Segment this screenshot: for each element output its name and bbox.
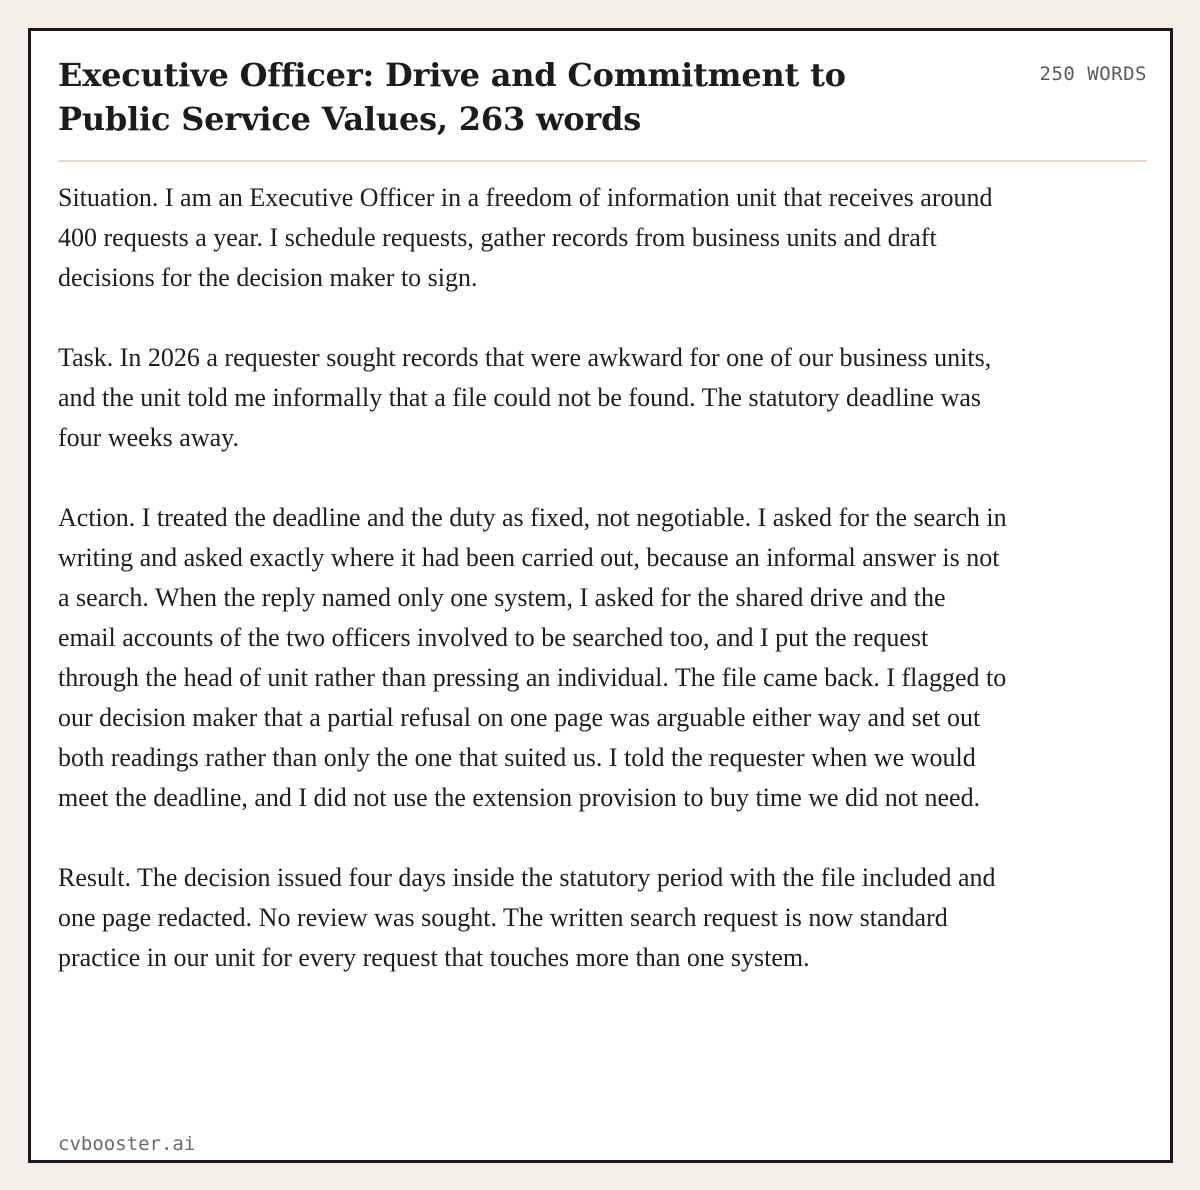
footer-brand: cvbooster.ai: [58, 1133, 196, 1155]
paragraph-task: Task. In 2026 a requester sought records that were awkward for one of our business units, and the unit told me informally that a file could not be found. The statutory deadline was four weeks away.: [58, 343, 992, 452]
paragraph-result: Result. The decision issued four days inside the statutory period with the file included and one page redacted. No review was sought. The written search request is now standard practice in our unit for every request that touches more than one system.: [58, 863, 996, 972]
paragraph-action: Action. I treated the deadline and the duty as fixed, not negotiable. I asked for the search in writing and asked exactly where it had been carried out, because an informal answer is not a search. When the reply named only one system, I asked for the shared drive and the email accounts of the two officers involved to be searched too, and I put the request through the head of unit rather than pressing an individual. The file came back. I flagged to our decision maker that a partial refusal on one page was arguable either way and set out both readings rather than only the one that suited us. I told the requester when we would meet the deadline, and I did not use the extension provision to buy time we did not need.: [58, 503, 1007, 812]
paragraph-situation: Situation. I am an Executive Officer in a freedom of information unit that receives around 400 requests a year. I schedule requests, gather records from business units and draft decisions for the decision maker to sign.: [58, 183, 993, 292]
header-divider: [58, 160, 1147, 162]
document-body: [58, 178, 1008, 978]
document-card: [28, 28, 1173, 1163]
document-title: Executive Officer: Drive and Commitment to Public Service Values, 263 words: [58, 56, 846, 138]
word-limit-label: 250 WORDS: [1039, 63, 1147, 85]
document-header: [58, 53, 1147, 162]
